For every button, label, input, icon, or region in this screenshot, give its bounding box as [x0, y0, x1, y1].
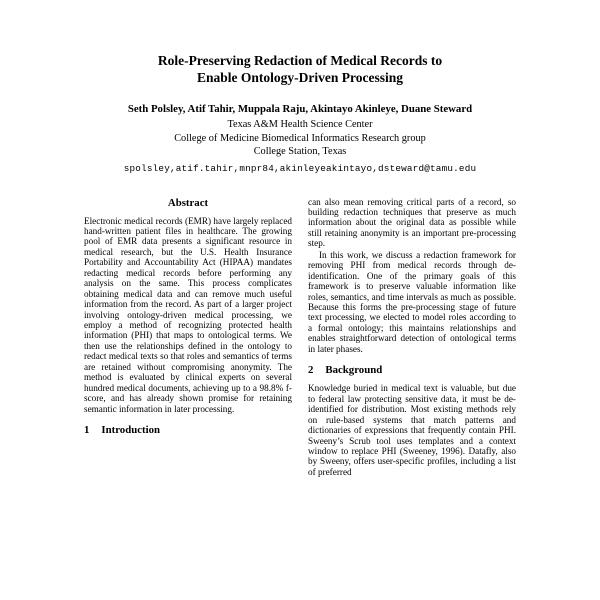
body-paragraph-continued: can also mean removing critical parts of a record, so building redaction techniques that preserve as much information about the original data as possible while still retaining anonymity is an important pre-processing step.: [308, 196, 516, 249]
abstract-text: Electronic medical records (EMR) have largely replaced hand-written patient files in healthcare. The growing pool of EMR data presents a significant resource in medical research, but the U.S. Health Insurance Portability and Accountability Act (HIPAA) mandates redacting medical records before performing any analysis on the same. This process complicates obtaining medical data and can remove much useful information from the record. As part of a larger project involving ontology-driven medical processing, we employ a method of recognizing protected health information (PHI) that maps to ontological terms. We then use the relationships defined in the ontology to redact medical texts so that roles and semantics of terms are retained without compromising anonymity. The method is evaluated by clinical experts on several hundred medical documents, achieving up to a 98.8% f-score, and has already shown promise for retaining semantic information in later processing.: [84, 215, 292, 414]
body-paragraph-background: Knowledge buried in medical text is valuable, but due to federal law protecting sensitive data, it must be de-identified for distribution. Most existing methods rely on rule-based systems that match patterns and dictionaries of expressions that frequently contain PHI. Sweeny’s Scrub tool uses templates and a context window to replace PHI (Sweeney, 1996). Datafly, also by Sweeny, offers user-specific profiles, including a list of preferred: [308, 383, 516, 477]
section-label: Background: [325, 364, 383, 377]
two-column-body: [84, 197, 516, 478]
section-label: Introduction: [101, 424, 161, 437]
author-list: Seth Polsley, Atif Tahir, Muppala Raju, Akintayo Akinleye, Duane Steward: [127, 103, 473, 115]
abstract-heading: Abstract: [167, 196, 209, 209]
section-number: 1: [84, 424, 90, 437]
right-column: [308, 197, 516, 478]
paper-title-line2: Enable Ontology-Driven Processing: [196, 70, 403, 85]
paper-title-line1: Role-Preserving Redaction of Medical Records to: [157, 53, 443, 68]
section-heading-background: [308, 364, 516, 376]
section-number: 2: [308, 364, 314, 377]
body-paragraph-this-work: In this work, we discuss a redaction framework for removing PHI from medical records through de-identification. One of the primary goals of this framework is to preserve valuable information like roles, semantics, and time intervals as much as possible. Because this forms the pre-processing stage of future text processing, we elected to model roles according to a formal ontology; this maintains relationships and enables straightforward detection of ontological terms in later phases.: [308, 249, 516, 354]
section-heading-introduction: [84, 424, 292, 436]
left-column: [84, 197, 292, 478]
author-emails: spolsley,atif.tahir,mnpr84,akinleyeakintayo,dsteward@tamu.edu: [123, 162, 477, 174]
affiliation-line1: Texas A&M Health Science Center: [227, 119, 373, 130]
affiliation-line3: College Station, Texas: [253, 146, 347, 157]
paper-content: [84, 52, 516, 477]
paper-title: [84, 52, 516, 86]
affiliation-line2: College of Medicine Biomedical Informatics Research group: [174, 132, 426, 144]
